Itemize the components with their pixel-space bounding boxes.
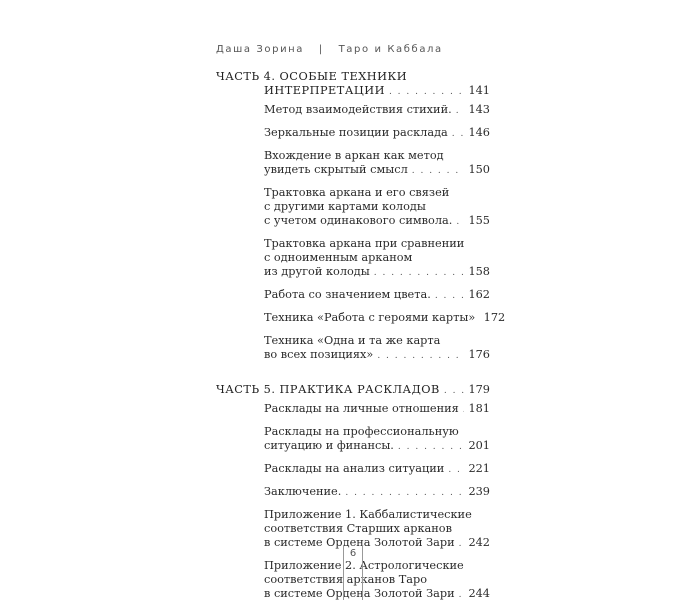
leader-dots: [374, 266, 464, 280]
toc-part-4: [216, 70, 506, 363]
entry-title: из другой колоды: [264, 265, 370, 278]
entry-title-line: Приложение 2. Астрологические: [264, 559, 464, 572]
entry-title-line: соответствия Старших арканов: [264, 522, 452, 535]
part-5-title-line: [216, 383, 490, 398]
leader-dots: [444, 384, 464, 398]
entry-title-line: соответствия арканов Таро: [264, 573, 428, 586]
entry-title: Работа со значением цвета.: [264, 288, 431, 301]
toc-entry: [264, 508, 490, 551]
page-ref: 176: [468, 348, 490, 361]
toc-entry: [264, 103, 490, 118]
toc-entry: [264, 402, 490, 417]
toc-entry: [264, 334, 490, 363]
entry-title: ситуацию и финансы.: [264, 439, 394, 452]
toc-entry: [264, 237, 490, 280]
toc-entry: [264, 425, 490, 454]
part-4-title-line2: ИНТЕРПРЕТАЦИИ: [264, 84, 385, 97]
page-ref: 221: [468, 462, 490, 475]
toc-entry: [264, 462, 490, 477]
toc-entry: [264, 288, 490, 303]
entry-title: Техника «Работа с героями карты»: [264, 311, 476, 324]
running-head-author: Даша Зорина: [216, 44, 305, 55]
page-ref: 244: [468, 587, 490, 600]
entry-title-line: Трактовка аркана при сравнении: [264, 237, 465, 250]
running-head: [216, 44, 443, 55]
entry-title: увидеть скрытый смысл: [264, 163, 408, 176]
toc-entry: [264, 559, 490, 602]
leader-dots: [456, 104, 464, 118]
leader-dots: [448, 463, 464, 477]
entry-title: Зеркальные позиции расклада: [264, 126, 448, 139]
page-ref: 181: [468, 402, 490, 415]
entry-title: Расклады на анализ ситуации: [264, 462, 445, 475]
page-ref: 179: [468, 383, 490, 396]
entry-title-line: Техника «Одна и та же карта: [264, 334, 441, 347]
part-5-title: ЧАСТЬ 5. ПРАКТИКА РАСКЛАДОВ: [216, 383, 440, 396]
leader-dots: [412, 164, 464, 178]
entry-title-line: Вхождение в аркан как метод: [264, 149, 444, 162]
page-ref: 155: [468, 214, 490, 227]
entry-title-line: Приложение 1. Каббалистические: [264, 508, 472, 521]
entry-title-line: Трактовка аркана и его связей: [264, 186, 450, 199]
part-4-title: ЧАСТЬ 4. ОСОБЫЕ ТЕХНИКИ: [216, 70, 408, 83]
page-ref: 150: [468, 163, 490, 176]
entry-title-line: Расклады на профессиональную: [264, 425, 459, 438]
running-head-separator: |: [318, 44, 324, 55]
table-of-contents: [216, 70, 506, 602]
entry-title-line: с одноименным арканом: [264, 251, 413, 264]
leader-dots: [389, 85, 464, 99]
page-ref: 242: [468, 536, 490, 549]
page-ref: 162: [468, 288, 490, 301]
toc-entry: [264, 149, 490, 178]
entry-title: в системе Ордена Золотой Зари: [264, 536, 455, 549]
page-ref: 146: [468, 126, 490, 139]
page-number-box: [343, 545, 363, 600]
leader-dots: [459, 537, 464, 551]
part-4-title-last-line: [216, 84, 490, 99]
page-ref: 143: [468, 103, 490, 116]
entry-title-line: с другими картами колоды: [264, 200, 426, 213]
page-ref: 201: [468, 439, 490, 452]
page-ref: 158: [468, 265, 490, 278]
entry-title: Метод взаимодействия стихий.: [264, 103, 452, 116]
page-ref: 141: [468, 84, 490, 97]
leader-dots: [377, 349, 464, 363]
leader-dots: [435, 289, 464, 303]
leader-dots: [452, 127, 464, 141]
toc-entry: [264, 126, 490, 141]
toc-entry: [264, 485, 490, 500]
page-ref: 172: [483, 311, 506, 324]
leader-dots: [463, 403, 464, 417]
page-number: 6: [349, 548, 357, 559]
entry-title: в системе Ордена Золотой Зари: [264, 587, 455, 600]
leader-dots: [398, 440, 464, 454]
entry-title: с учетом одинакового символа.: [264, 214, 453, 227]
entry-title: Расклады на личные отношения: [264, 402, 459, 415]
leader-dots: [456, 215, 464, 229]
running-head-title: Таро и Каббала: [338, 44, 443, 55]
entry-title: во всех позициях»: [264, 348, 374, 361]
leader-dots: [345, 486, 464, 500]
page-ref: 239: [468, 485, 490, 498]
toc-entry: [264, 186, 490, 229]
toc-entry: [264, 311, 506, 326]
entry-title: Заключение.: [264, 485, 342, 498]
part-4-entries: [216, 103, 506, 363]
